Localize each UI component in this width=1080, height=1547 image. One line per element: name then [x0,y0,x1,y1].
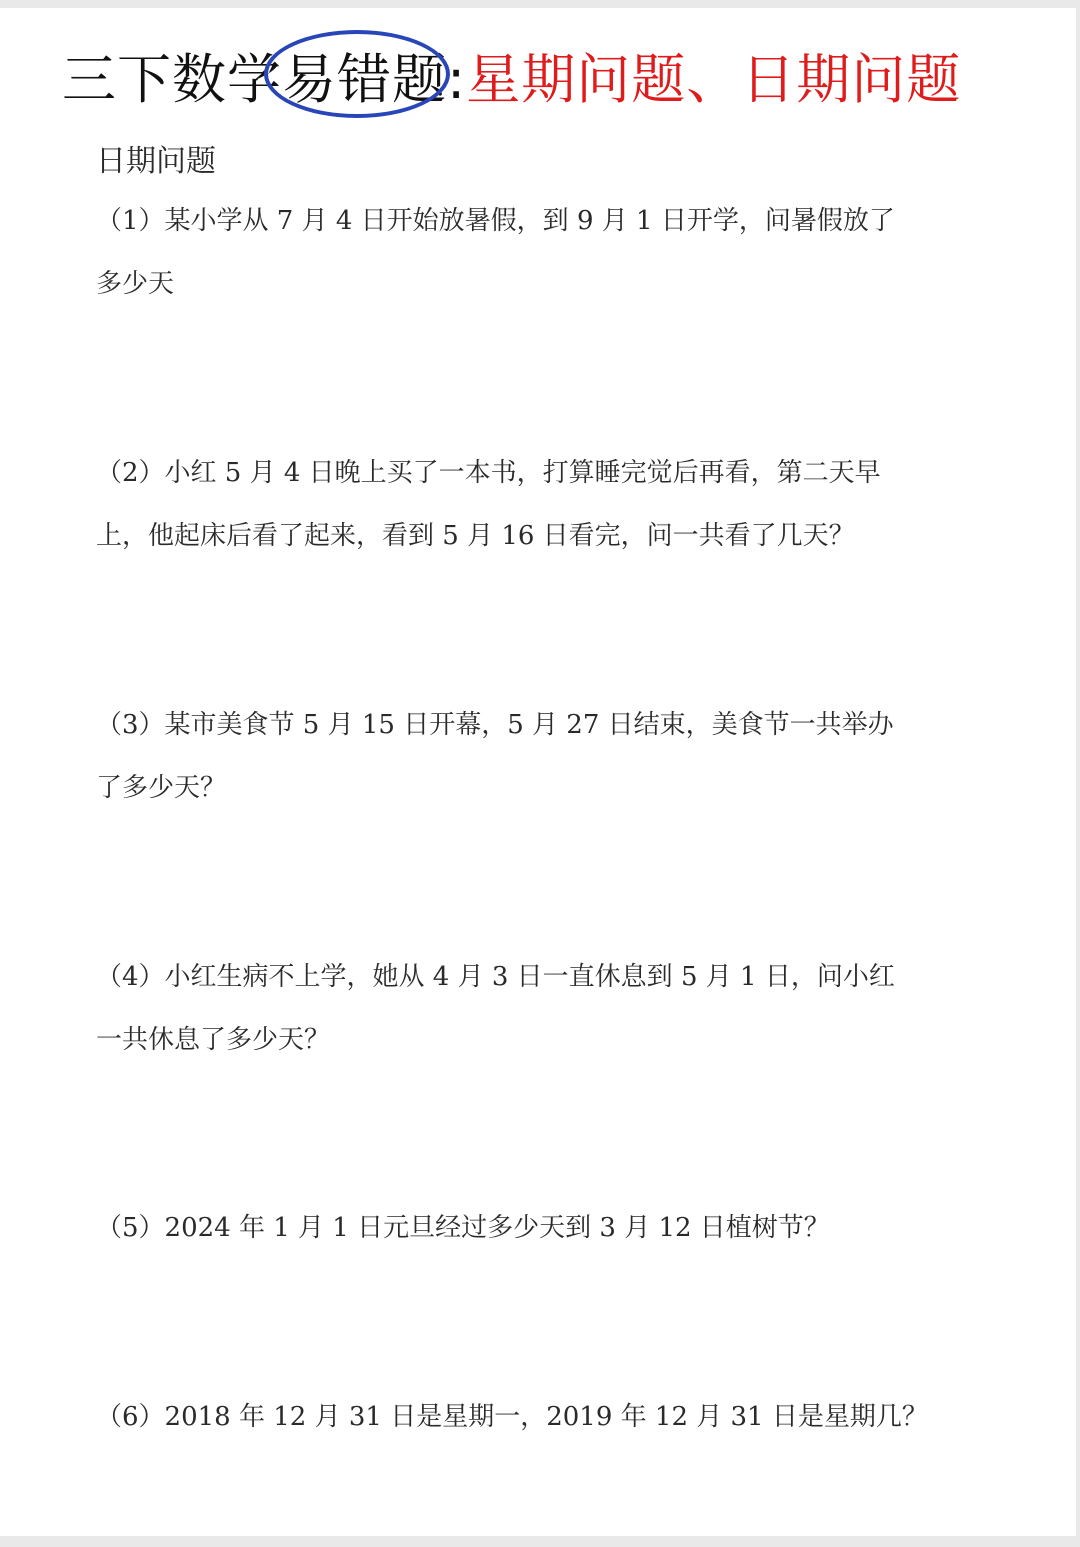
question-1-line-2: 多少天 [96,269,175,299]
title-circled-label: 易错题 [282,48,447,111]
question-5-line-1: （5）2024 年 1 月 1 日元旦经过多少天到 3 月 12 日植树节？ [96,1213,830,1243]
title-colon: : [447,48,467,111]
question-1 [96,190,966,316]
question-3-line-2: 了多少天？ [96,773,227,803]
question-5 [96,1197,966,1260]
question-4-line-2: 一共休息了多少天？ [96,1025,331,1055]
question-2 [96,442,966,568]
question-4-line-1: （4）小红生病不上学，她从 4 月 3 日一直休息到 5 月 1 日，问小红 [96,962,895,992]
worksheet-page [0,8,1076,1536]
question-1-line-1: （1）某小学从 7 月 4 日开始放暑假，到 9 月 1 日开学，问暑假放了 [96,206,895,236]
question-3-line-1: （3）某市美食节 5 月 15 日开幕，5 月 27 日结束，美食节一共举办 [96,710,894,740]
question-6 [96,1386,966,1449]
question-6-line-1: （6）2018 年 12 月 31 日是星期一，2019 年 12 月 31 日是星期几？ [96,1402,928,1432]
hand-drawn-circle [264,30,450,118]
question-3 [96,694,966,820]
title-circled-text [282,40,447,120]
question-2-line-1: （2）小红 5 月 4 日晚上买了一本书，打算睡完觉后再看，第二天早 [96,458,881,488]
question-4 [96,946,966,1072]
question-2-line-2: 上，他起床后看了起来，看到 5 月 16 日看完，问一共看了几天？ [96,521,855,551]
section-heading: 日期问题 [96,144,216,179]
page-title [62,40,961,120]
title-prefix: 三下数学 [62,48,282,111]
title-highlight: 星期问题、日期问题 [466,48,962,111]
